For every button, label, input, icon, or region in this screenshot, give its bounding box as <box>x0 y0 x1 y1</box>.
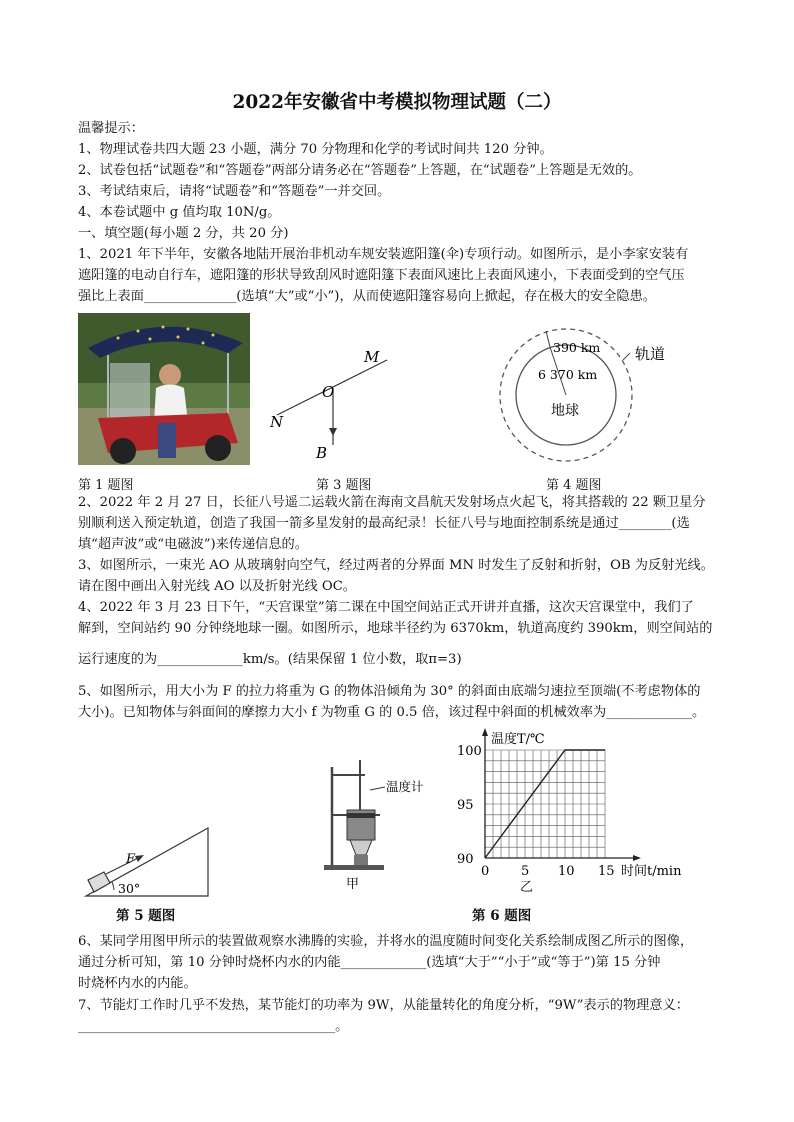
label-b: B <box>316 444 328 462</box>
label-altitude: 390 km <box>553 340 601 355</box>
label-f: F <box>126 852 136 867</box>
q4-line2: 解到，空间站约 90 分钟绕地球一圈。如图所示，地球半径约为 6370km，轨道高度约 390km，则空间站的 <box>78 621 713 636</box>
y-tick-label: 90 <box>457 852 474 867</box>
fig1-caption: 第 1 题图 <box>78 478 134 493</box>
q6-line3: 时烧杯内水的内能。 <box>78 976 197 991</box>
label-earth: 地球 <box>551 403 579 419</box>
y-tick-label: 100 <box>457 744 482 759</box>
block <box>88 872 110 892</box>
fig6b-sub: 乙 <box>520 880 534 895</box>
tip-4: 4、本卷试题中 g 值均取 10N/g。 <box>78 205 281 220</box>
label-orbit: 轨道 <box>635 345 666 363</box>
label-thermometer: 温度计 <box>386 779 424 794</box>
fig5-caption: 第 5 题图 <box>116 908 176 924</box>
label-angle: 30° <box>118 881 141 896</box>
q2-line3: 填“超声波”或“电磁波”)来传递信息的。 <box>78 537 308 552</box>
q5-line1: 5、如图所示，用大小为 F 的拉力将重为 G 的物体沿倾角为 30° 的斜面由底端匀速拉至顶端(不考虑物体的 <box>78 684 701 699</box>
x-tick-label: 10 <box>558 864 575 879</box>
q7-line2: _______________________________________。 <box>78 1019 349 1034</box>
label-o: O <box>322 383 335 401</box>
fig6b-chart <box>455 728 700 896</box>
tip-3: 3、考试结束后，请将“试题卷”和“答题卷”一并交回。 <box>78 184 391 199</box>
q6-line2: 通过分析可知，第 10 分钟时烧杯内水的内能_____________(选填“大于”“小于”或“等于”)第 15 分钟 <box>78 955 661 970</box>
q7-line1: 7、节能灯工作时几乎不发热，某节能灯的功率为 9W，从能量转化的角度分析，“9W”表示的物理意义： <box>78 998 689 1013</box>
q3-line1: 3、如图所示，一束光 AO 从玻璃射向空气，经过两者的分界面 MN 时发生了反射和折射，OB 为反射光线。 <box>78 558 714 573</box>
x-tick-label: 5 <box>521 864 530 879</box>
tip-2: 2、试卷包括“试题卷”和“答题卷”两部分请务必在“答题卷”上答题，在“试题卷”上答题是无效的。 <box>78 163 642 178</box>
q4-line3: 运行速度的为_____________km/s。(结果保留 1 位小数，取π=3) <box>78 652 462 667</box>
y-tick-label: 95 <box>457 798 474 813</box>
label-jia: 甲 <box>346 877 360 890</box>
fig6-caption: 第 6 题图 <box>472 908 532 924</box>
label-m: M <box>364 348 380 366</box>
y-axis-label: 温度T/℃ <box>491 732 545 747</box>
fig4-diagram <box>495 325 695 465</box>
x-tick-label: 0 <box>481 864 490 879</box>
chart-grid <box>485 750 605 858</box>
fig3-caption: 第 3 题图 <box>316 478 372 493</box>
q5-line2: 大小)。已知物体与斜面间的摩擦力大小 f 为物重 G 的 0.5 倍，该过程中斜面的机械效率为_____________。 <box>78 705 706 720</box>
label-n: N <box>270 413 284 431</box>
fig6a-apparatus <box>320 755 440 890</box>
q1-line3: 强比上表面______________(选填“大”或“小”)，从而使遮阳篷容易向上掀起，存在极大的安全隐患。 <box>78 289 656 304</box>
tips-heading: 温馨提示： <box>78 121 144 136</box>
x-axis-label: 时间t/min <box>621 864 682 879</box>
q2-line1: 2、2022 年 2 月 27 日，长征八号遥二运载火箭在海南文昌航天发射场点火起飞，将其搭载的 22 颗卫星分 <box>78 495 706 510</box>
q1-line2: 遮阳篷的电动自行车，遮阳篷的形状导致刮风时遮阳篷下表面风速比上表面风速小，下表面受到的空气压 <box>78 268 685 283</box>
fig3-diagram <box>262 340 402 470</box>
label-radius: 6 370 km <box>538 367 598 382</box>
q1-line1: 1、2021 年下半年，安徽各地陆开展治非机动车规安装遮阳篷(伞)专项行动。如图所示，是小李家安装有 <box>78 247 689 262</box>
q4-line1: 4、2022 年 3 月 23 日下午，“天宫课堂”第二课在中国空间站正式开讲并直播，这次天宫课堂中，我们了 <box>78 600 694 615</box>
q2-line2: 别顺利送入预定轨道，创造了我国一箭多星发射的最高纪录！长征八号与地面控制系统是通过________(选 <box>78 516 690 531</box>
burner <box>350 840 372 855</box>
fig4-caption: 第 4 题图 <box>546 478 602 493</box>
fig1-photo <box>78 313 250 465</box>
q3-line2: 请在图中画出入射光线 AO 以及折射光线 OC。 <box>78 579 356 594</box>
x-tick-label: 15 <box>598 864 615 879</box>
section-heading: 一、填空题(每小题 2 分，共 20 分) <box>78 226 289 241</box>
tip-1: 1、物理试卷共四大题 23 小题，满分 70 分物理和化学的考试时间共 120 分钟。 <box>78 142 553 157</box>
q6-line1: 6、某同学用图甲所示的装置做观察水沸腾的实验，并将水的温度随时间变化关系绘制成图乙所示的图像， <box>78 934 694 949</box>
fig5-diagram <box>82 800 212 900</box>
base <box>324 865 384 870</box>
page-title: 2022年安徽省中考模拟物理试题（二） <box>232 92 562 113</box>
